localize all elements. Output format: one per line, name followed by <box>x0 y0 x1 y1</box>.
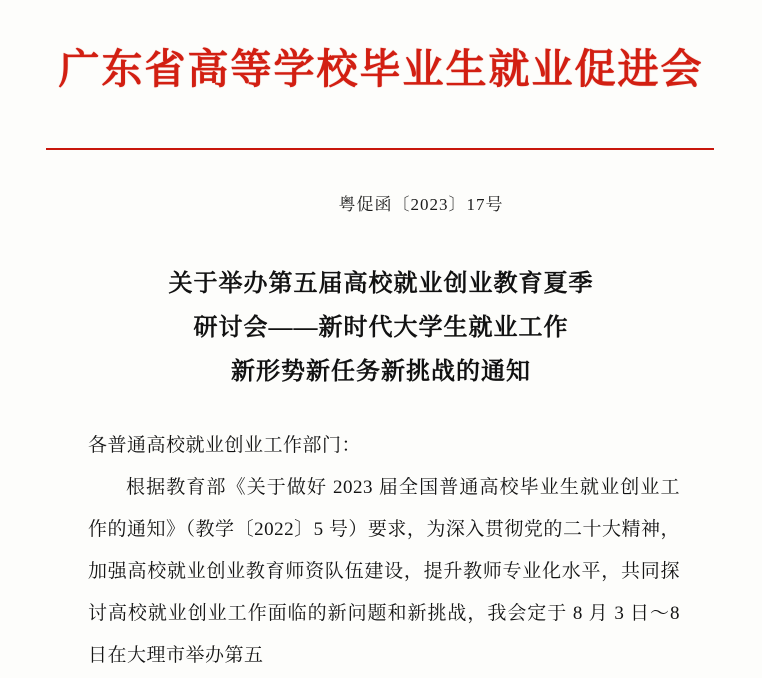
document-title <box>0 262 762 394</box>
letterhead <box>0 44 762 95</box>
page-bottom-edge <box>0 678 762 684</box>
document-number: 粤促函〔2023〕17号 <box>338 195 504 214</box>
salutation: 各普通高校就业创业工作部门： <box>88 435 362 456</box>
body-paragraph: 根据教育部《关于做好 2023 届全国普通高校毕业生就业创业工作的通知》（教学〔2022〕5 号）要求，为深入贯彻党的二十大精神，加强高校就业创业教育师资队伍建设，提升教师专业化水平，共同探讨高校就业创业工作面临的新问题和新挑战，我会定于 8 月 3 日～8 日在大理市举办第五 <box>88 477 680 666</box>
document-body <box>88 425 680 677</box>
document-title-line-3: 新形势新任务新挑战的通知 <box>231 359 531 385</box>
letterhead-organization: 广东省高等学校毕业生就业促进会 <box>58 46 704 92</box>
letterhead-divider <box>46 148 714 150</box>
document-title-line-2: 研讨会——新时代大学生就业工作 <box>193 315 569 341</box>
document-title-line-1: 关于举办第五届高校就业创业教育夏季 <box>168 271 594 297</box>
